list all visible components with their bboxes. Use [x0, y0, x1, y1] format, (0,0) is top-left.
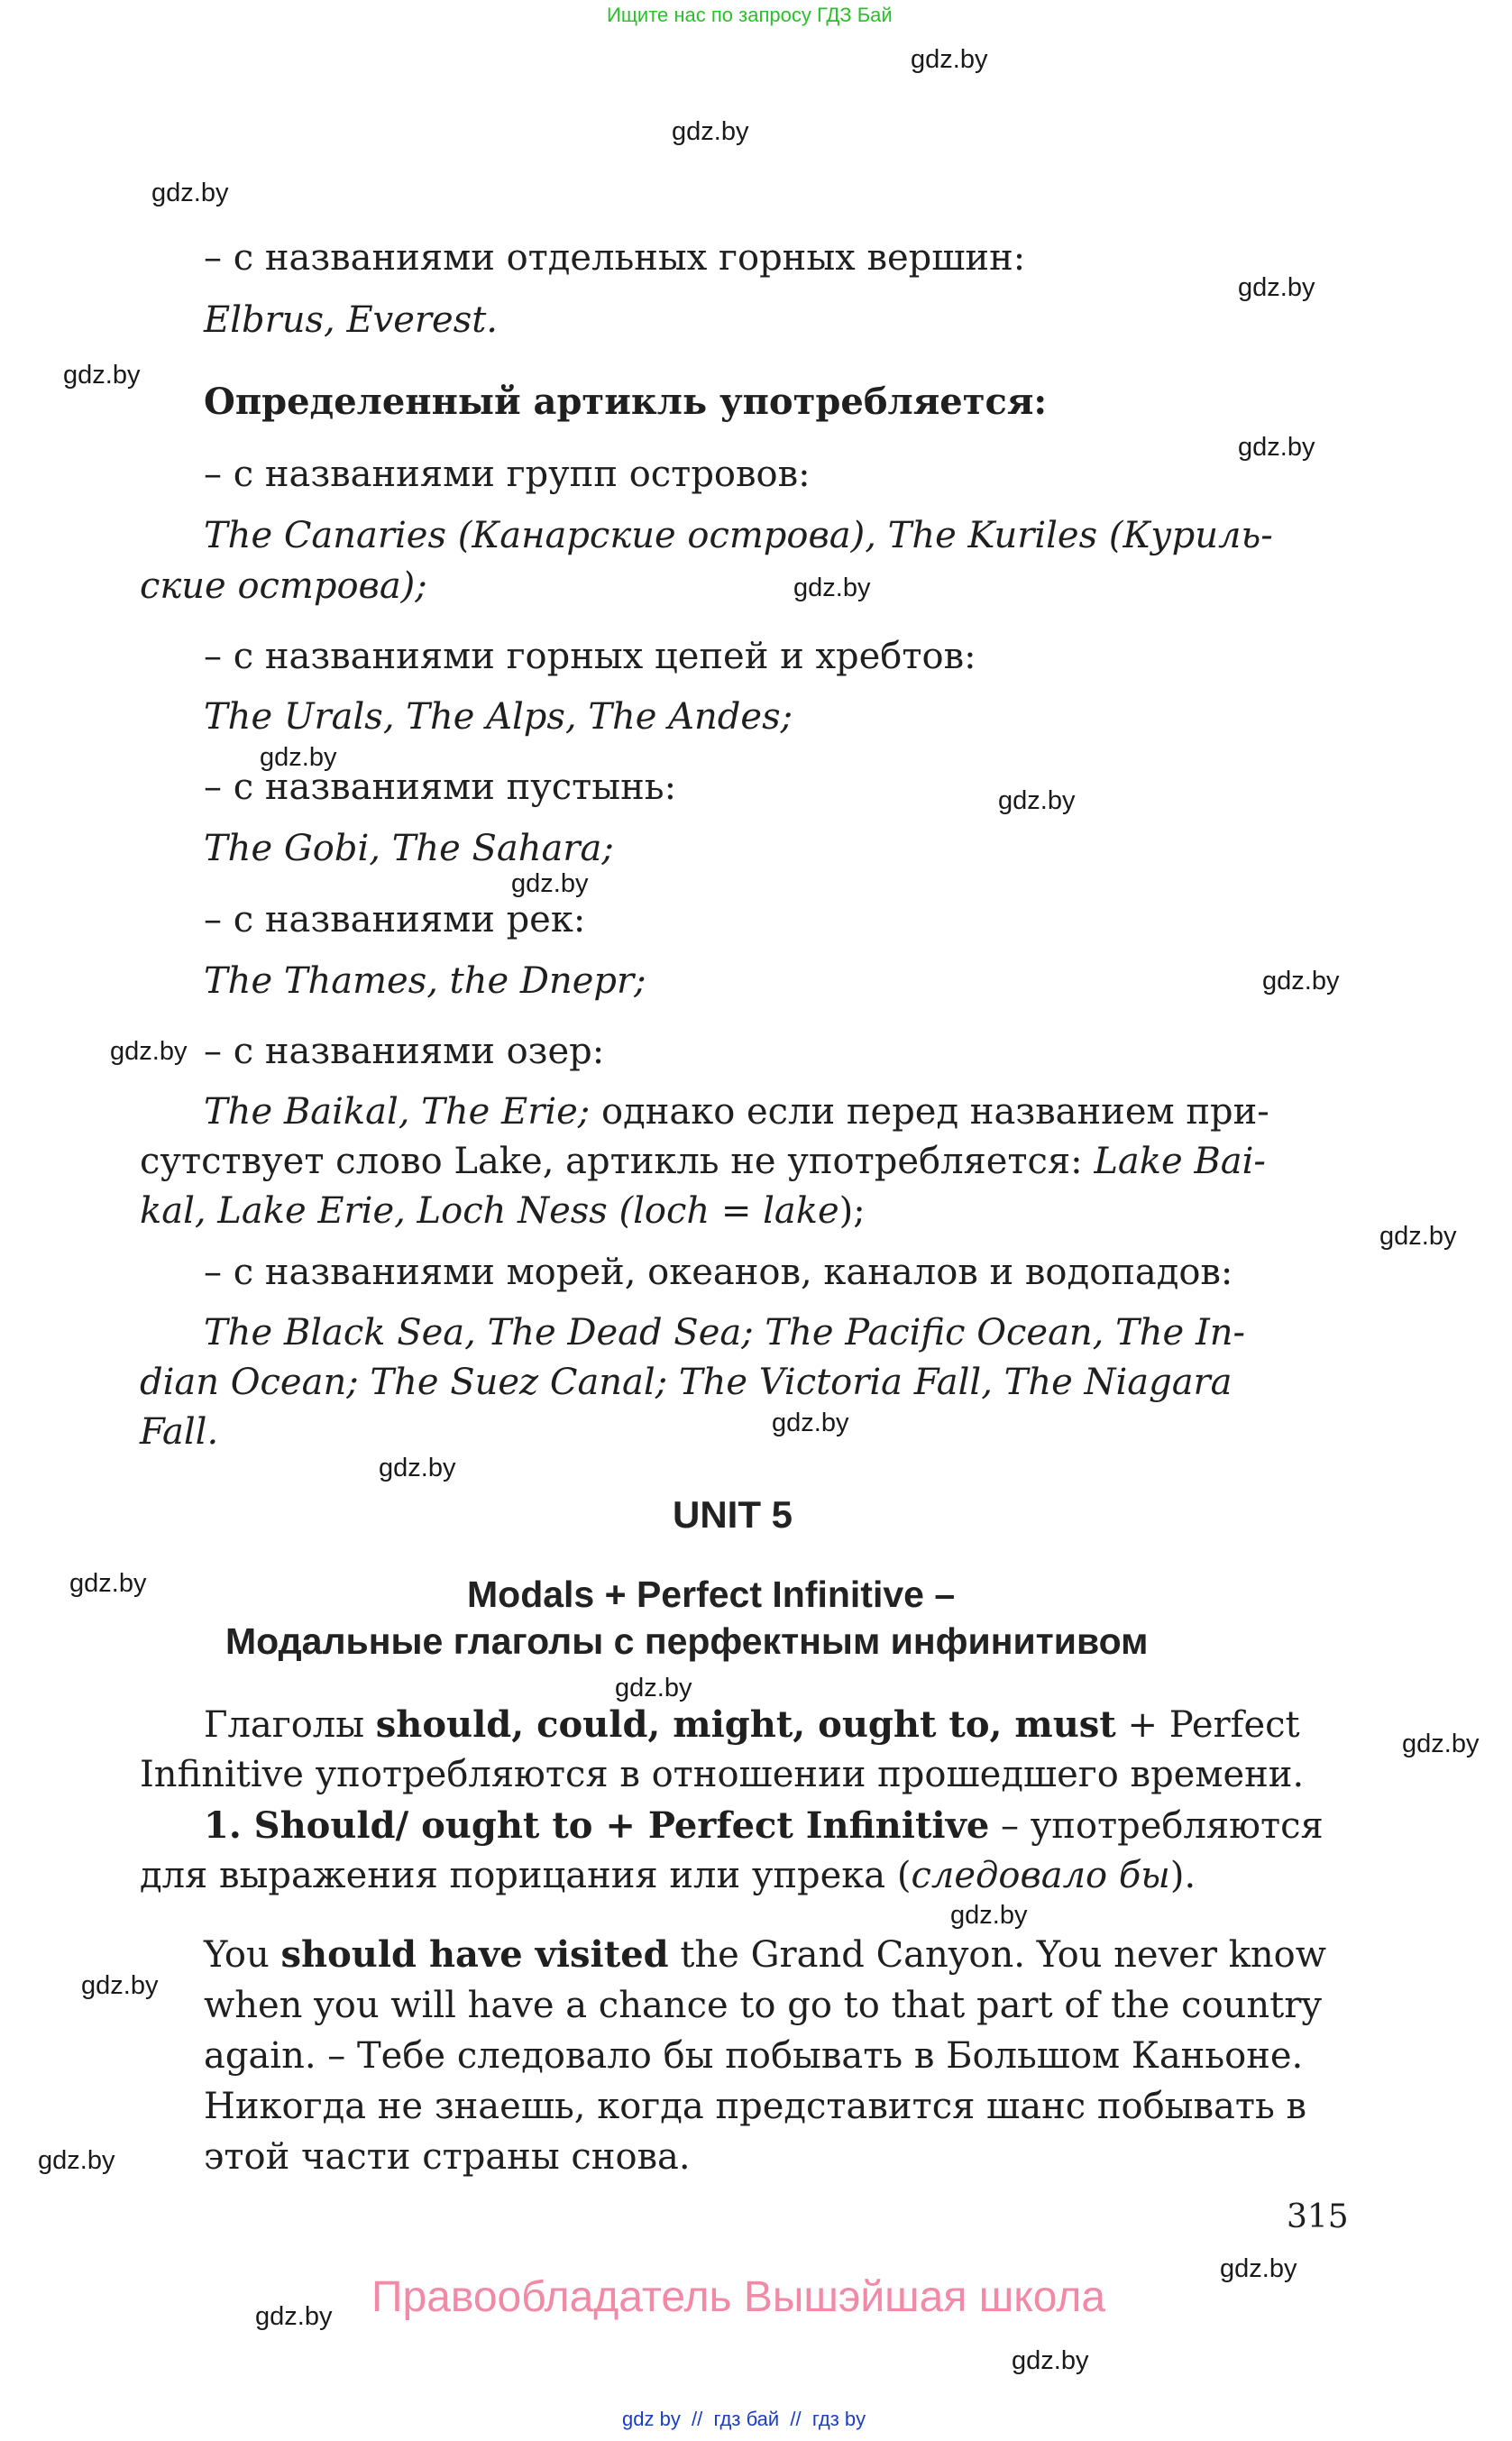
text-italic: kal, Lake Erie, Loch Ness (loch = lake [140, 1190, 839, 1232]
section-subtitle: Модальные глаголы с перфектным инфинитивом [225, 1620, 1149, 1662]
text-line: – с названиями рек: [204, 899, 586, 941]
text-line: Никогда не знаешь, когда представится шанс побывать в [204, 2086, 1307, 2127]
watermark: gdz.by [1402, 1730, 1480, 1758]
text-line: – с названиями групп островов: [204, 454, 811, 495]
watermark: gdz.by [911, 45, 988, 74]
watermark: gdz.by [151, 179, 229, 207]
text-line: – с названиями горных цепей и хребтов: [204, 636, 976, 677]
text-line: – с названиями пустынь: [204, 766, 677, 808]
text-plain: ). [1169, 1855, 1196, 1896]
text-line: Fall. [140, 1411, 219, 1453]
text-line: – с названиями морей, океанов, каналов и водопадов: [204, 1252, 1233, 1293]
text-line: – с названиями отдельных горных вершин: [204, 237, 1026, 279]
text-line [140, 1850, 1196, 1901]
text-bold: 1. Should/ ought to + Perfect Infinitive [204, 1804, 990, 1847]
text-line: этой части страны снова. [204, 2136, 691, 2178]
text-plain: You [204, 1934, 281, 1976]
watermark: gdz.by [793, 574, 871, 602]
text-line: – с названиями озер: [204, 1031, 605, 1072]
text-plain: ); [838, 1190, 866, 1232]
watermark: gdz.by [81, 1971, 159, 2000]
unit-title: UNIT 5 [673, 1493, 793, 1536]
section-title: Modals + Perfect Infinitive – [467, 1574, 956, 1615]
watermark: gdz.by [772, 1409, 849, 1437]
text-line: The Gobi, The Sahara; [204, 828, 614, 869]
watermark: gdz.by [379, 1454, 456, 1482]
watermark: gdz.by [260, 743, 337, 772]
text-plain: однако если перед названием при- [590, 1091, 1269, 1133]
bottom-links[interactable]: gdz by // гдз бай // гдз by [622, 2408, 866, 2430]
watermark: gdz.by [1238, 273, 1315, 302]
text-plain: the Grand Canyon. You never know [668, 1934, 1326, 1976]
watermark: gdz.by [511, 869, 589, 898]
text-plain: Глаголы [204, 1704, 376, 1746]
text-italic: Lake Bai- [1094, 1141, 1266, 1182]
top-banner[interactable]: Ищите нас по запросу ГДЗ Бай [607, 4, 893, 26]
watermark: gdz.by [950, 1901, 1028, 1930]
text-line: when you will have a chance to go to that part of the country [204, 1985, 1322, 2026]
text-plain: для выражения порицания или упрека ( [140, 1855, 912, 1896]
rule-heading: Определенный артикль употребляется: [204, 381, 1048, 423]
page-number: 315 [1287, 2198, 1349, 2235]
watermark: gdz.by [69, 1569, 147, 1598]
text-bold: should, could, might, ought to, must [375, 1703, 1116, 1746]
watermark: gdz.by [1220, 2254, 1297, 2283]
text-plain: сутствует слово Lake, артикль не употребляется: [140, 1141, 1095, 1182]
watermark: gdz.by [110, 1037, 188, 1066]
text-bold: should have visited [280, 1933, 669, 1976]
text-italic: The Baikal, The Erie; [204, 1091, 591, 1133]
watermark: gdz.by [672, 117, 749, 146]
text-line: The Thames, the Dnepr; [204, 960, 646, 1002]
text-plain: + Perfect [1115, 1704, 1300, 1746]
text-line: Infinitive употребляются в отношении прошедшего времени. [140, 1754, 1305, 1795]
watermark: gdz.by [1238, 433, 1315, 462]
copyright-text: Правообладатель Вышэйшая школа [371, 2273, 1106, 2321]
text-line: ские острова); [140, 565, 427, 607]
watermark: gdz.by [615, 1674, 692, 1702]
watermark: gdz.by [998, 786, 1076, 815]
watermark: gdz.by [1379, 1222, 1457, 1251]
text-line: The Black Sea, The Dead Sea; The Pacific Ocean, The In- [204, 1312, 1246, 1354]
text-line: dian Ocean; The Suez Canal; The Victoria Fall, The Niagara [140, 1362, 1233, 1403]
text-line: The Canaries (Канарские острова), The Kuriles (Куриль- [204, 515, 1273, 556]
text-line [204, 1087, 1269, 1137]
text-line: again. – Тебе следовало бы побывать в Большом Каньоне. [204, 2035, 1304, 2077]
text-line [140, 1186, 866, 1236]
text-line [140, 1136, 1266, 1187]
watermark: gdz.by [38, 2146, 115, 2175]
text-line [204, 1930, 1326, 1980]
watermark: gdz.by [255, 2302, 333, 2331]
text-italic: следовало бы [911, 1855, 1170, 1896]
watermark: gdz.by [1012, 2346, 1089, 2375]
watermark: gdz.by [63, 361, 141, 390]
text-plain: – употребляются [989, 1805, 1324, 1847]
text-line: Elbrus, Everest. [204, 299, 499, 341]
watermark: gdz.by [1262, 967, 1340, 996]
text-line [204, 1700, 1300, 1750]
text-line [204, 1801, 1324, 1851]
text-line: The Urals, The Alps, The Andes; [204, 696, 793, 738]
